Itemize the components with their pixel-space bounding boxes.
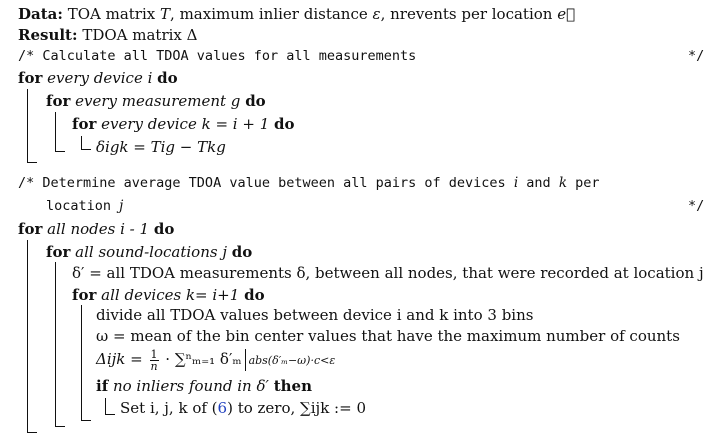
data-T: T: [160, 5, 171, 23]
kw-then: then: [273, 377, 312, 395]
result-text: TDOA matrix Δ: [82, 26, 198, 44]
line-for-device-k: for every device k = i + 1 do: [72, 115, 295, 133]
line-divide-bins: divide all TDOA values between device i and k into 3 bins: [96, 306, 534, 324]
line-delta-igk: δigk = Tig − Tkg: [96, 138, 226, 156]
cond-every-device-k: every device k = i + 1: [101, 115, 270, 133]
comment-2a: /* Determine average TDOA value between all pairs of devices i and k per: [18, 175, 600, 191]
cond-all-devices: all devices k= i+1: [101, 286, 240, 304]
comment-2b: location j: [46, 198, 124, 214]
cond-sound-locations: all sound-locations j: [75, 243, 227, 261]
comment-1-end: */: [688, 48, 705, 64]
kw-for: for: [18, 69, 43, 87]
line-for-measurement: for every measurement g do: [46, 92, 266, 110]
result-label: Result: [18, 26, 72, 44]
data-label: Data: [18, 5, 58, 23]
data-text: TOA matrix: [67, 5, 156, 23]
line-set-zero: Set i, j, k of (6) to zero, ∑ijk := 0: [120, 399, 366, 417]
data-line: Data: TOA matrix T, maximum inlier distance ε, nrevents per location e⃗: [18, 5, 576, 23]
block-foot-5: [55, 426, 65, 427]
block-foot-6: [81, 420, 91, 421]
fraction-1-n: $\frac{1}{n}$: [150, 347, 158, 373]
data-eps: ε: [372, 5, 381, 23]
condition-bar: [245, 349, 246, 371]
line-delta-formula: [96, 346, 335, 374]
kw-do: do: [157, 69, 178, 87]
block-foot-1: [27, 162, 37, 163]
block-bar-6: [81, 305, 82, 421]
kw-if: if: [96, 377, 109, 395]
inlier-condition: abs(δ′ₘ−ω)·c<ε: [248, 354, 336, 367]
comment-2-end: */: [688, 198, 705, 214]
cond-every-measurement: every measurement g: [75, 92, 241, 110]
block-bar-4: [27, 240, 28, 433]
block-bar-1: [27, 89, 28, 163]
line-for-locations: for all sound-locations j do: [46, 243, 253, 261]
block-bar-5: [55, 262, 56, 427]
block-bar-2: [55, 112, 56, 152]
equation-ref-link[interactable]: 6: [217, 399, 228, 417]
data-e: e⃗: [557, 5, 576, 23]
block-bar-3: [81, 136, 82, 150]
delta-lhs: Δijk =: [96, 350, 143, 368]
data-sep2: , nrevents per location: [380, 5, 553, 23]
line-if-no-inliers: [96, 376, 312, 396]
block-foot-4: [27, 432, 37, 433]
line-for-device: [18, 68, 178, 88]
line-delta-prime: δ′ = all TDOA measurements δ, between all nodes, that were recorded at location j: [72, 264, 704, 282]
cond-no-inliers: no inliers found in δ′: [112, 377, 269, 395]
block-foot-3: [81, 149, 91, 150]
line-for-nodes: for all nodes i - 1 do: [18, 220, 175, 238]
line-omega-mean: ω = mean of the bin center values that have the maximum number of counts: [96, 327, 680, 345]
sum-term: · ∑ⁿₘ₌₁ δ′ₘ: [165, 350, 242, 368]
block-foot-7: [105, 414, 115, 415]
cond-all-nodes: all nodes i - 1: [47, 220, 150, 238]
line-for-devices-k: for all devices k= i+1 do: [72, 286, 265, 304]
block-bar-7: [105, 398, 106, 415]
result-line: Result: TDOA matrix Δ: [18, 26, 198, 44]
block-foot-2: [55, 151, 65, 152]
data-sep1: , maximum inlier distance: [170, 5, 368, 23]
cond-every-device: every device i: [47, 69, 153, 87]
comment-1: /* Calculate all TDOA values for all measurements: [18, 48, 417, 64]
